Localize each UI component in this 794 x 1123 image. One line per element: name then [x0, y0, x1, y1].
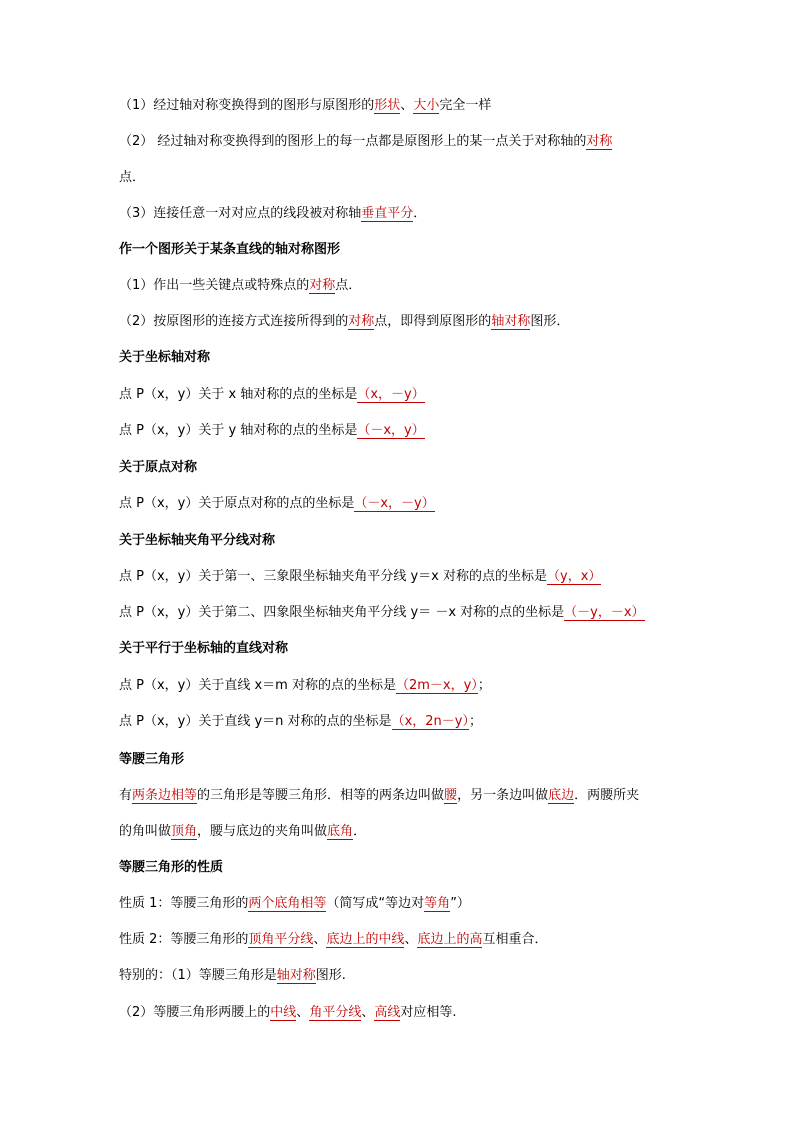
answer-blank: 等角: [424, 896, 451, 911]
answer-blank: 底边: [548, 788, 575, 803]
text-segment: 关于平行于坐标轴的直线对称: [119, 641, 289, 656]
text-segment: （2）等腰三角形两腰上的: [119, 1005, 271, 1020]
text-segment: 点，即得到原图形的: [374, 314, 492, 329]
text-segment: 、: [361, 1005, 375, 1020]
text-segment: （2）按原图形的连接方式连接所得到的: [119, 314, 349, 329]
text-segment: 、: [313, 932, 327, 947]
text-line: [119, 169, 754, 187]
text-segment: 等腰三角形: [119, 752, 185, 767]
answer-blank: 角平分线: [309, 1005, 362, 1020]
text-segment: 点．: [119, 170, 146, 185]
text-line: [119, 967, 754, 985]
text-line: [119, 895, 754, 913]
text-line: [119, 386, 754, 404]
text-segment: ，另一条边叫做: [457, 788, 549, 803]
text-segment: （1）经过轴对称变换得到的图形与原图形的: [119, 98, 375, 113]
section-heading: [119, 241, 754, 259]
answer-blank: 中线: [270, 1005, 297, 1020]
section-heading: [119, 751, 754, 769]
answer-blank: 底边上的中线: [326, 932, 405, 947]
answer-blank: 对称: [309, 278, 336, 293]
text-segment: 互相重合．: [482, 932, 548, 947]
text-segment: （3）连接任意一对对应点的线段被对称轴: [119, 206, 362, 221]
text-segment: 关于坐标轴夹角平分线对称: [119, 533, 276, 548]
text-line: [119, 97, 754, 115]
text-line: [119, 931, 754, 949]
section-heading: [119, 349, 754, 367]
text-segment: 性质 1：等腰三角形的: [119, 896, 249, 911]
text-segment: （1）作出一些关键点或特殊点的: [119, 278, 310, 293]
text-segment: （简写成“等边对: [326, 896, 425, 911]
answer-blank: 两条边相等: [132, 788, 198, 803]
answer-blank: （x，－y）: [357, 387, 425, 402]
answer-blank: （x，2n－y）: [391, 714, 469, 729]
answer-blank: 高线: [374, 1005, 401, 1020]
text-line: [119, 787, 754, 805]
answer-blank: 底角: [327, 824, 354, 839]
answer-blank: （－y，－x）: [564, 605, 645, 620]
text-segment: ；: [468, 714, 482, 729]
text-line: [119, 313, 754, 331]
text-segment: 的角叫做: [119, 824, 172, 839]
text-segment: 作一个图形关于某条直线的轴对称图形: [119, 242, 341, 257]
text-segment: 点 P（x，y）关于 y 轴对称的点的坐标是: [119, 423, 358, 438]
text-segment: 点 P（x，y）关于原点对称的点的坐标是: [119, 496, 355, 511]
answer-blank: 底边上的高: [417, 932, 483, 947]
answer-blank: 对称: [586, 134, 613, 149]
section-heading: [119, 859, 754, 877]
text-segment: ．: [413, 206, 427, 221]
answer-blank: 轴对称: [491, 314, 531, 329]
text-line: [119, 568, 754, 586]
text-segment: ．两腰所夹: [574, 788, 640, 803]
text-line: [119, 604, 754, 622]
text-line: [119, 823, 754, 841]
text-segment: 点 P（x，y）关于第二、四象限坐标轴夹角平分线 y＝ －x 对称的点的坐标是: [119, 605, 565, 620]
text-line: [119, 277, 754, 295]
section-heading: [119, 532, 754, 550]
text-segment: 点 P（x，y）关于直线 x＝m 对称的点的坐标是: [119, 678, 396, 693]
text-segment: 、: [400, 98, 414, 113]
text-segment: （2） 经过轴对称变换得到的图形上的每一点都是原图形上的某一点关于对称轴的: [119, 134, 587, 149]
text-segment: 关于坐标轴对称: [119, 350, 211, 365]
text-segment: ，腰与底边的夹角叫做: [197, 824, 328, 839]
text-segment: 点．: [335, 278, 362, 293]
text-line: [119, 495, 754, 513]
text-segment: 点 P（x，y）关于第一、三象限坐标轴夹角平分线 y＝x 对称的点的坐标是: [119, 569, 548, 584]
text-segment: ．: [353, 824, 367, 839]
answer-blank: 顶角平分线: [248, 932, 314, 947]
text-segment: 对应相等.: [400, 1005, 457, 1020]
text-line: [119, 422, 754, 440]
text-line: [119, 713, 754, 731]
text-line: [119, 205, 754, 223]
answer-blank: 腰: [444, 788, 458, 803]
section-heading: [119, 459, 754, 477]
text-segment: 点 P（x，y）关于直线 y＝n 对称的点的坐标是: [119, 714, 392, 729]
text-segment: 性质 2：等腰三角形的: [119, 932, 249, 947]
answer-blank: 两个底角相等: [248, 896, 327, 911]
text-segment: 、: [296, 1005, 310, 1020]
answer-blank: 大小: [413, 98, 440, 113]
answer-blank: 垂直平分: [361, 206, 414, 221]
answer-blank: 顶角: [171, 824, 198, 839]
answer-blank: 轴对称: [276, 968, 316, 983]
text-line: [119, 1004, 754, 1022]
answer-blank: （y，x）: [547, 569, 602, 584]
text-segment: 的三角形是等腰三角形．相等的两条边叫做: [197, 788, 445, 803]
text-segment: 点 P（x，y）关于 x 轴对称的点的坐标是: [119, 387, 358, 402]
text-segment: 等腰三角形的性质: [119, 860, 224, 875]
answer-blank: 形状: [374, 98, 401, 113]
section-heading: [119, 640, 754, 658]
text-segment: 关于原点对称: [119, 460, 198, 475]
text-segment: ；: [477, 678, 491, 693]
text-line: [119, 677, 754, 695]
text-segment: 图形.: [315, 968, 346, 983]
answer-blank: （－x，－y）: [354, 496, 435, 511]
text-segment: 有: [119, 788, 133, 803]
answer-blank: （2m－x，y）: [395, 678, 478, 693]
text-line: [119, 133, 754, 151]
text-segment: 、: [404, 932, 418, 947]
text-segment: 图形．: [530, 314, 570, 329]
text-segment: 特别的：（1）等腰三角形是: [119, 968, 277, 983]
text-segment: 完全一样: [439, 98, 492, 113]
answer-blank: 对称: [348, 314, 375, 329]
text-segment: ”）: [450, 896, 470, 911]
answer-blank: （－x，y）: [357, 423, 425, 438]
